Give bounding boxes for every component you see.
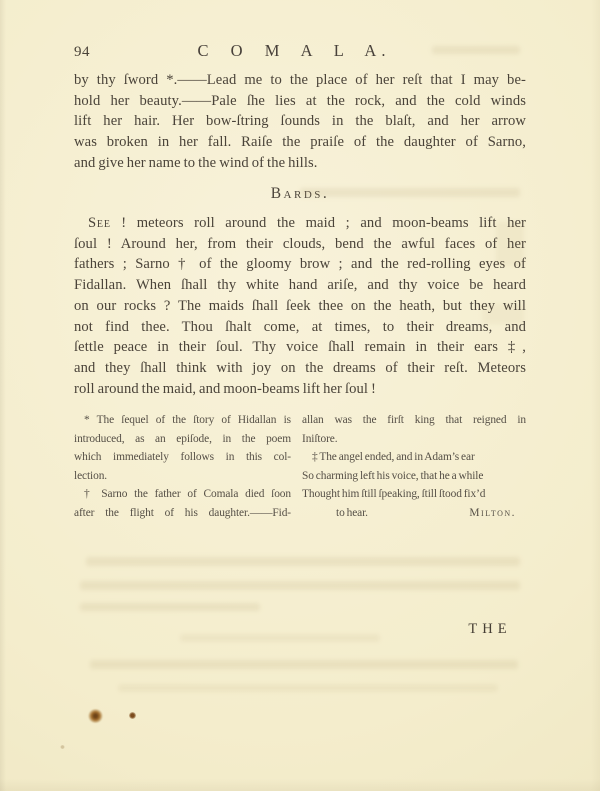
speaker-heading-bards: Bards. xyxy=(270,185,330,202)
text-line: ſoul ! Around her, from their clouds, bend the awful faces of her xyxy=(74,235,526,252)
text-line: and give her name to the wind of the hills. xyxy=(74,154,318,171)
show-through-ghost xyxy=(86,557,520,566)
text-line: fathers ; Sarno † of the gloomy brow ; and the red-rolling eyes of xyxy=(74,256,526,273)
show-through-ghost xyxy=(80,581,520,590)
paragraph-bards-speech xyxy=(74,213,526,399)
show-through-ghost xyxy=(90,660,518,669)
show-through-ghost xyxy=(80,603,260,611)
text-line xyxy=(74,213,526,234)
running-title: C O M A L A. xyxy=(197,41,391,60)
footnote-line: ‡ The angel ended, and in Adam’s ear xyxy=(312,451,475,464)
footnote-line: allan was the firſt king that reigned in xyxy=(302,414,526,426)
text-line: lift her hair. Her bow-ſtring ſounds in the blaſt, and her arrow xyxy=(74,113,526,130)
footnote-right-column xyxy=(302,411,526,523)
show-through-ghost xyxy=(300,188,520,197)
footnote-line: So charming left his voice, that he a while xyxy=(302,469,484,482)
page-number: 94 xyxy=(74,44,90,60)
foxing-spot-large xyxy=(88,709,103,723)
footnote-left-column xyxy=(74,411,291,523)
footnote-line xyxy=(302,504,526,523)
text-line: on our rocks ? The maids ſhall ſeek thee on the heath, but they will xyxy=(74,297,526,314)
footnote-line: Thought him ſtill ſpeaking, ſtill ſtood fix’d xyxy=(302,488,486,501)
text-line: roll around the maid, and moon-beams lift her ſoul ! xyxy=(74,380,376,397)
show-through-ghost xyxy=(118,684,498,692)
text-line-rest: ! meteors roll around the maid ; and moon-beams lift her xyxy=(121,215,526,231)
footnote-line: lection. xyxy=(74,469,108,482)
foxing-speck xyxy=(60,745,65,749)
milton-attribution: Milton. xyxy=(469,506,516,519)
show-through-ghost xyxy=(180,634,380,642)
to-hear-text: to hear. xyxy=(336,506,368,519)
footnote-line: * The ſequel of the ſtory of Hidallan is xyxy=(84,414,291,426)
footnote-line: after the flight of his daughter.——Fid- xyxy=(74,506,291,519)
footnote-line: Iniſtore. xyxy=(302,432,338,445)
paragraph-first xyxy=(74,70,526,174)
show-through-ghost xyxy=(496,222,524,266)
text-line: hold her beauty.——Pale ſhe lies at the rock, and the cold winds xyxy=(74,92,526,109)
footnote-line: introduced, as an epiſode, in the poem xyxy=(74,432,291,445)
text-line: was broken in her fall. Raiſe the praiſe of the daughter of Sarno, xyxy=(74,134,526,151)
foxing-spot-small xyxy=(129,712,136,719)
footnote-line: † Sarno the father of Comala died ſoon xyxy=(84,488,291,501)
show-through-ghost xyxy=(432,46,520,54)
text-line: by thy ſword *.——Lead me to the place of her reſt that I may be- xyxy=(74,72,526,88)
text-line: not find thee. Thou ſhalt come, at times, to their dreams, and xyxy=(74,318,526,335)
catchword: THE xyxy=(468,621,512,637)
text-line: and they ſhall think with joy on the dreams of their reſt. Meteors xyxy=(74,359,526,376)
text-line: ſettle peace in their ſoul. Thy voice ſhall remain in their ears ‡, xyxy=(74,339,526,356)
show-through-ghost xyxy=(482,304,524,324)
text-line: Fidallan. When ſhall thy white hand ariſe, and thy voice be heard xyxy=(74,277,526,294)
see-smallcaps-word: See xyxy=(88,215,111,231)
footnote-line: which immediately follows in this col- xyxy=(74,451,291,464)
